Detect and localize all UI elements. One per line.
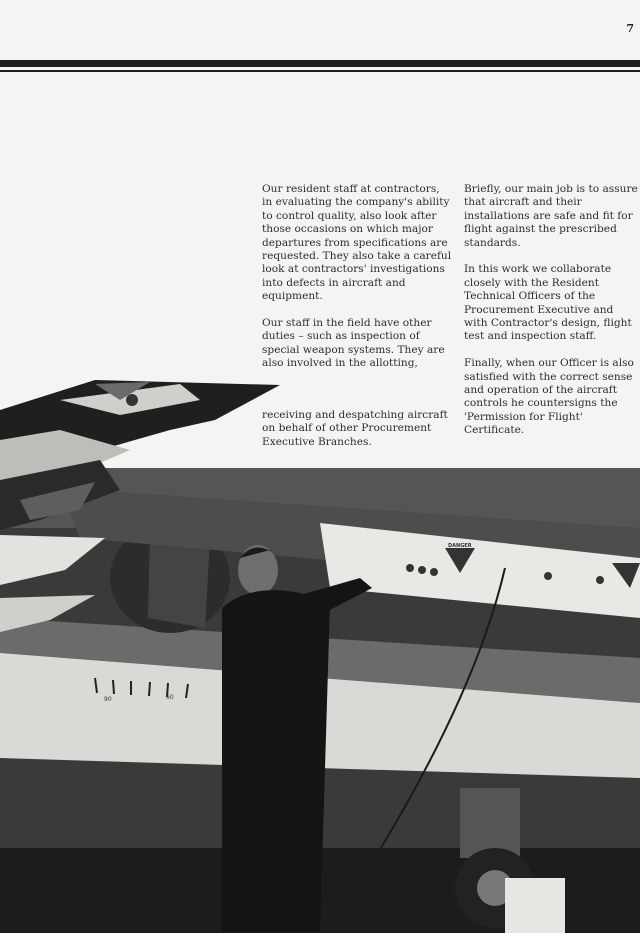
page-number: 7	[626, 22, 634, 35]
photo-panel-label: DANGER	[448, 543, 472, 549]
header-rule-thick	[0, 60, 640, 67]
photo-gauge-label-60: 60	[166, 694, 174, 701]
left-paragraph-1: Our resident staff at contractors, in evaluating the company's ability to control quality, also look after those occasions on which major departures from specifications are requested. They also take a careful look at contractors' investigations into defects in aircraft and equipment.	[262, 183, 452, 303]
left-paragraph-continuation: receiving and despatching aircraft on behalf of other Procurement Executive Branches.	[262, 409, 448, 448]
left-paragraph-2: Our staff in the field have other duties – such as inspection of special weapon systems. They are also involved in the allotting,	[262, 317, 445, 370]
right-paragraph-3: Finally, when our Officer is also satisfied with the correct sense and operation of the aircraft controls he countersigns the 'Permission for Flight' Certificate.	[464, 357, 634, 437]
jet-cutout-image	[0, 370, 300, 650]
text-column-left	[262, 183, 452, 384]
right-paragraph-2: In this work we collaborate closely with the Resident Technical Officers of the Procurement Executive and with Contractor's design, flight test and inspection staff.	[464, 263, 632, 343]
header-rule-thin	[0, 70, 640, 72]
right-paragraph-1: Briefly, our main job is to assure that aircraft and their installations are safe and fit for flight against the prescribed standards.	[464, 183, 638, 249]
text-column-left-continuation	[262, 409, 452, 463]
text-column-right	[464, 183, 640, 451]
photo-gauge-label-90: 90	[104, 696, 112, 703]
